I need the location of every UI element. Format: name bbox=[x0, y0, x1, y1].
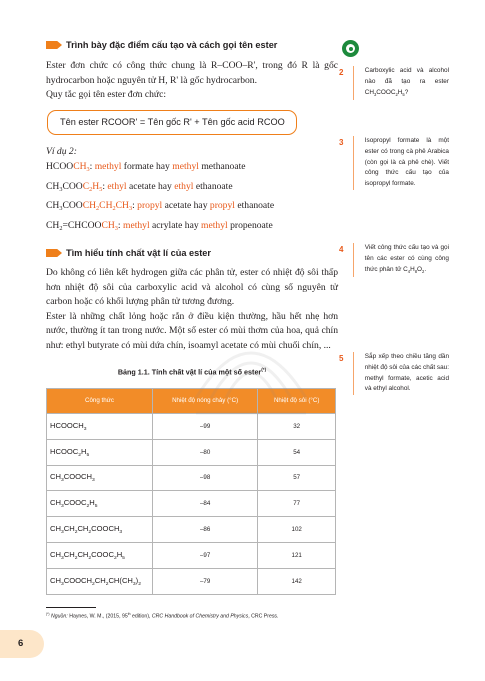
side-note-4: 4 Viết công thức cấu tạo và gọi tên các ester có cùng công thức phân tử $C_4H_8O_2$. bbox=[339, 243, 449, 277]
melting-point-cell: –98 bbox=[152, 465, 257, 491]
boiling-point-cell: 32 bbox=[258, 413, 336, 439]
formula-cell: $HCOOC_2H_5$ bbox=[47, 439, 153, 465]
melting-point-cell: –80 bbox=[152, 439, 257, 465]
side-note-5: 5 Sắp xếp theo chiều tăng dần nhiệt độ sôi của các chất sau: methyl formate, acetic acid và ethyl alcohol. bbox=[339, 352, 449, 395]
boiling-point-cell: 102 bbox=[258, 517, 336, 543]
table-row bbox=[47, 413, 336, 439]
table-row bbox=[47, 568, 336, 594]
formula-cell: $CH_3CH_2CH_2COOCH_3$ bbox=[47, 517, 153, 543]
table-row bbox=[47, 439, 336, 465]
section-arrow-icon bbox=[46, 41, 62, 49]
ester-properties-table bbox=[46, 388, 336, 595]
formula-cell: $CH_3COOCH_2CH_2CH(CH_3)_2$ bbox=[47, 568, 153, 594]
table-caption: Bảng 1.1. Tính chất vật lí của một số ester(*) bbox=[117, 366, 267, 376]
boiling-point-cell: 77 bbox=[258, 491, 336, 517]
column-header-formula: Công thức bbox=[47, 388, 153, 413]
column-header-melting-point: Nhiệt độ nóng chảy (°C) bbox=[152, 388, 257, 413]
boiling-point-cell: 57 bbox=[258, 465, 336, 491]
general-formula-paragraph: Ester đơn chức có công thức chung là R–COO–R', trong đó R là gốc hydrocarbon hoặc nguyên tử H, R' là gốc hydrocarbon. bbox=[46, 60, 338, 86]
formula-cell: $CH_3COOCH_3$ bbox=[47, 465, 153, 491]
section-heading-properties bbox=[46, 246, 338, 260]
main-column bbox=[46, 38, 338, 595]
example-item: $CH_3COOC_2H_5$: ethyl acetate hay ethyl ethanoate bbox=[46, 180, 233, 193]
section-arrow-icon bbox=[46, 249, 62, 257]
side-note-text: Carboxylic acid và alcohol nào đã tạo ra ester $CH_3COOC_2H_5$? bbox=[353, 66, 449, 100]
page-number-tab bbox=[0, 630, 44, 658]
example-list bbox=[46, 159, 338, 238]
table-header-row bbox=[47, 388, 336, 413]
side-note-text: Sắp xếp theo chiều tăng dần nhiệt độ sôi của các chất sau: methyl formate, acetic acid và ethyl alcohol. bbox=[353, 352, 449, 395]
example-item: $CH_3COOCH_2CH_2CH_3$: propyl acetate hay propyl ethanoate bbox=[46, 200, 275, 213]
side-note-2: 2 Carboxylic acid và alcohol nào đã tạo ra ester $CH_3COOC_2H_5$? bbox=[339, 66, 449, 100]
naming-rule-text: Tên ester RCOOR' = Tên gốc R' + Tên gốc acid RCOO bbox=[60, 117, 285, 128]
side-note-3: 3 Isopropyl formate là một ester có trong cà phê Arabica (còn gọi là cà phê chè). Viết công thức cấu tạo của isopropyl formate. bbox=[339, 136, 449, 190]
boiling-point-cell: 54 bbox=[258, 439, 336, 465]
boiling-point-cell: 142 bbox=[258, 568, 336, 594]
melting-point-cell: –97 bbox=[152, 542, 257, 568]
side-note-text: Isopropyl formate là một ester có trong cà phê Arabica (còn gọi là cà phê chè). Viết công thức cấu tạo của isopropyl formate. bbox=[353, 136, 449, 190]
example-item: $CH_2=CHCOOCH_3$: methyl acrylate hay methyl propenoate bbox=[46, 220, 273, 233]
question-badge-icon bbox=[342, 40, 359, 57]
section-heading-text: Tìm hiểu tính chất vật lí của ester bbox=[66, 247, 211, 258]
example-item: $HCOOCH_3$: methyl formate hay methyl methanoate bbox=[46, 160, 246, 173]
footnote-divider bbox=[46, 607, 96, 608]
formula-cell: $CH_3CH_2CH_2COOC_2H_5$ bbox=[47, 542, 153, 568]
naming-rule-intro: Quy tắc gọi tên ester đơn chức: bbox=[46, 89, 167, 101]
melting-point-cell: –99 bbox=[152, 413, 257, 439]
melting-point-cell: –79 bbox=[152, 568, 257, 594]
boiling-point-paragraph: Do không có liên kết hydrogen giữa các phân tử, ester có nhiệt độ sôi thấp hơn nhiệt độ sôi của carboxylic acid và alcohol có cùng số nguyên tử carbon hoặc có khối lượng phân tử tương đương. bbox=[46, 266, 338, 308]
section-heading-structure bbox=[46, 38, 338, 52]
physical-state-paragraph: Ester là những chất lỏng hoặc rắn ở điều kiện thường, hầu hết nhẹ hơn nước, thường ít tan trong nước. Một số ester có mùi thơm của hoa, quả chín như: ethyl butyrate có mùi dứa chín, isoamyl acetate có mùi chuối chín, ... bbox=[46, 310, 338, 351]
column-header-boiling-point: Nhiệt độ sôi (°C) bbox=[258, 388, 336, 413]
melting-point-cell: –84 bbox=[152, 491, 257, 517]
melting-point-cell: –86 bbox=[152, 517, 257, 543]
boiling-point-cell: 121 bbox=[258, 542, 336, 568]
table-row bbox=[47, 517, 336, 543]
naming-rule-box bbox=[47, 110, 297, 135]
page-number: 6 bbox=[18, 638, 24, 649]
section-heading-text: Trình bày đặc điểm cấu tạo và cách gọi tên ester bbox=[66, 40, 278, 50]
side-note-text: Viết công thức cấu tạo và gọi tên các ester có cùng công thức phân tử $C_4H_8O_2$. bbox=[353, 243, 449, 277]
table-row bbox=[47, 542, 336, 568]
table-row bbox=[47, 491, 336, 517]
example-label: Ví dụ 2: bbox=[46, 145, 77, 157]
table-row bbox=[47, 465, 336, 491]
formula-cell: $CH_3COOC_2H_5$ bbox=[47, 491, 153, 517]
formula-cell: $HCOOCH_3$ bbox=[47, 413, 153, 439]
footnote: (*) Nguồn: Haynes, W. M., (2015, 95th edition), CRC Handbook of Chemistry and Physics, CRC Press. bbox=[46, 612, 279, 620]
